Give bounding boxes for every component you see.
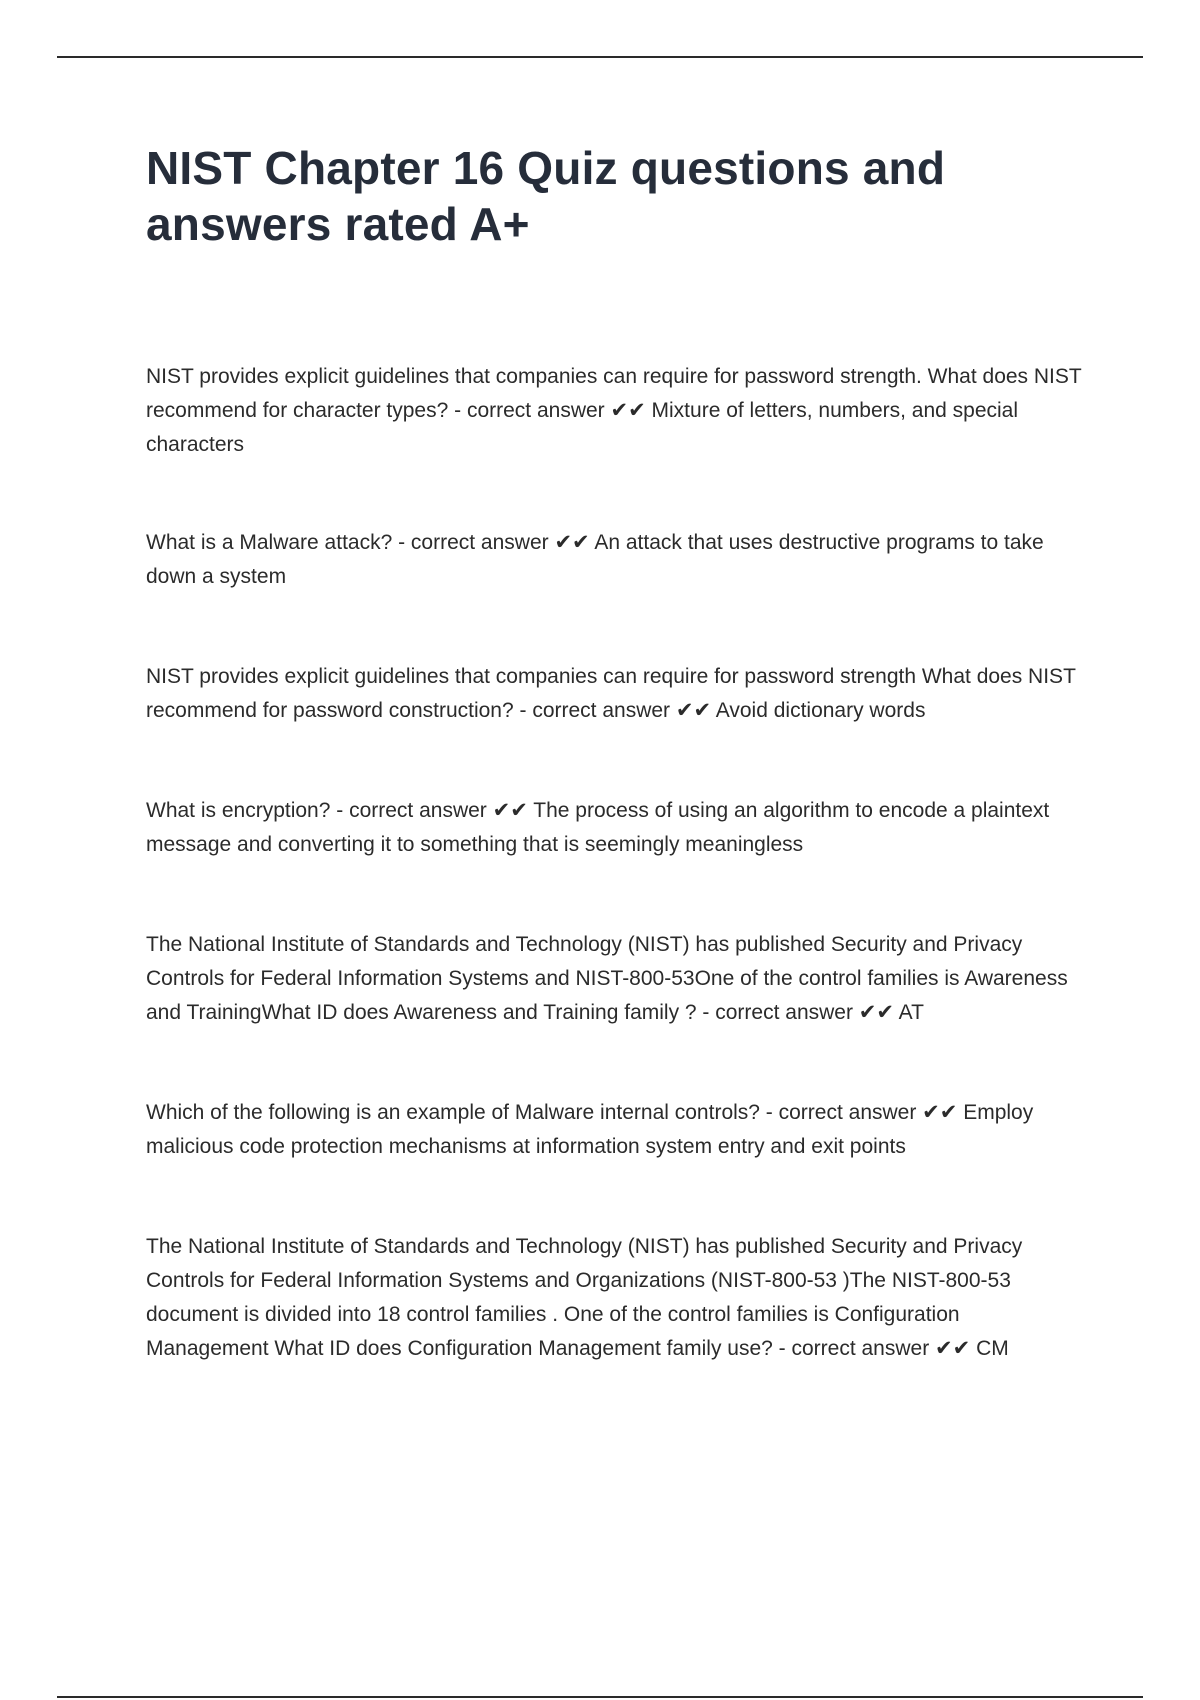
qa-item-4: What is encryption? - correct answer ✔✔ The process of using an algorithm to encode a plaintext message and converting it to something that is seemingly meaningless xyxy=(146,799,1050,856)
qa-item-3: NIST provides explicit guidelines that companies can require for password strength What does NIST recommend for password construction? - correct answer ✔✔ Avoid dictionary words xyxy=(146,665,1076,722)
qa-item-7: The National Institute of Standards and Technology (NIST) has published Security and Privacy Controls for Federal Information Systems and Organizations (NIST-800-53 )The NIST-800-53 document is divided into 18 control families . One of the control families is Configuration Management What ID does Configuration Management family use? - correct answer ✔✔ CM xyxy=(146,1235,1023,1360)
qa-list xyxy=(146,360,1086,1366)
document-title: NIST Chapter 16 Quiz questions and answers rated A+ xyxy=(146,142,946,250)
document-body xyxy=(146,140,1086,1432)
qa-item-6: Which of the following is an example of Malware internal controls? - correct answer ✔✔ Employ malicious code protection mechanisms at information system entry and exit points xyxy=(146,1101,1034,1158)
qa-item-1: NIST provides explicit guidelines that companies can require for password strength. What does NIST recommend for character types? - correct answer ✔✔ Mixture of letters, numbers, and special characters xyxy=(146,365,1082,456)
qa-item-5: The National Institute of Standards and Technology (NIST) has published Security and Privacy Controls for Federal Information Systems and NIST-800-53One of the control families is Awareness and TrainingWhat ID does Awareness and Training family ? - correct answer ✔✔ AT xyxy=(146,933,1068,1024)
top-divider xyxy=(57,56,1143,58)
bottom-divider xyxy=(57,1696,1143,1698)
qa-item-2: What is a Malware attack? - correct answer ✔✔ An attack that uses destructive programs to take down a system xyxy=(146,531,1044,588)
